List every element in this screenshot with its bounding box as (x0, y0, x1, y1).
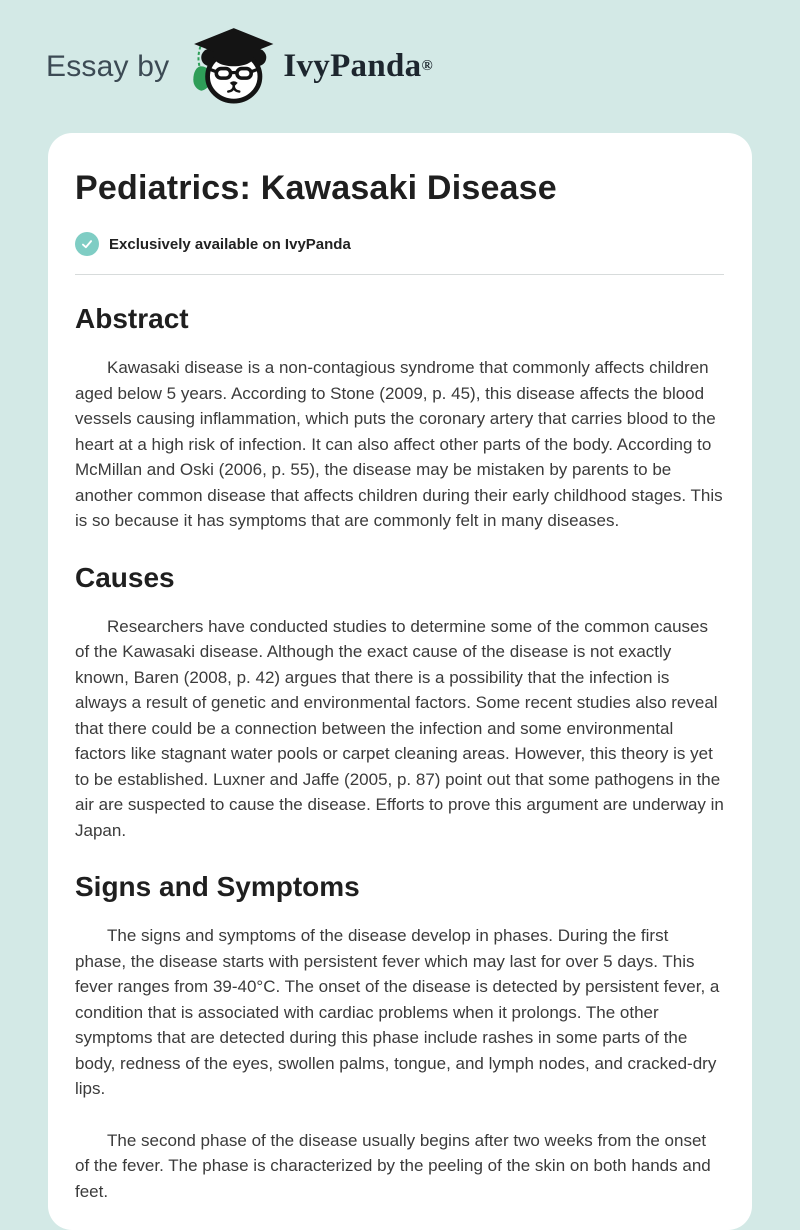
section-abstract (75, 303, 724, 534)
divider (75, 274, 724, 275)
causes-paragraph: Researchers have conducted studies to determine some of the common causes of the Kawasaki disease. Although the exact cause of the disease is not exactly known, Baren (2008, p. 42) argues that there is a possibility that the infection is always a result of genetic and environmental factors. Some recent studies also reveal that there could be a connection between the infection and some environmental factors like stagnant water pools or carpet cleaning areas. However, this theory is yet to be established. Luxner and Jaffe (2005, p. 87) point out that some pathogens in the air are suspected to cause the disease. Efforts to prove this argument are underway in Japan. (75, 616, 724, 840)
brand-name: IvyPanda (283, 48, 422, 84)
signs-symptoms-paragraph-2: The second phase of the disease usually begins after two weeks from the onset of the fever. The phase is characterized by the peeling of the skin on both hands and feet. (75, 1130, 711, 1201)
site-header (0, 0, 800, 133)
check-icon (75, 232, 99, 256)
signs-symptoms-paragraph-1: The signs and symptoms of the disease develop in phases. During the first phase, the disease starts with persistent fever which may last for over 5 days. This fever ranges from 39-40°C. The onset of the disease is detected by persistent fever, a condition that is associated with cardiac problems when it prolongs. The other symptoms that are detected during this phase include rashes in some parts of the body, redness of the eyes, swollen palms, tongue, and lymph nodes, and cracked-dry lips. (75, 926, 720, 1098)
abstract-paragraph: Kawasaki disease is a non-contagious syndrome that commonly affects children aged below 5 years. According to Stone (2009, p. 45), this disease affects the blood vessels causing inflammation, which puts the coronary artery that carries blood to the heart at a high risk of infection. It can also affect other parts of the body. According to McMillan and Oski (2006, p. 55), the disease may be mistaken by parents to be another common disease that affects children during their early childhood stages. This is so because it has symptoms that are commonly felt in many diseases. (75, 358, 723, 530)
section-heading-signs-symptoms: Signs and Symptoms (75, 871, 360, 902)
registered-mark: ® (421, 58, 433, 74)
essay-card (48, 133, 752, 1230)
page-title: Pediatrics: Kawasaki Disease (75, 169, 557, 207)
panda-graduate-icon (183, 26, 275, 108)
exclusive-badge (75, 232, 724, 256)
section-heading-abstract: Abstract (75, 303, 189, 334)
exclusive-badge-label: Exclusively available on IvyPanda (109, 235, 351, 253)
section-causes (75, 562, 724, 844)
section-heading-causes: Causes (75, 561, 175, 593)
section-signs-symptoms (75, 871, 724, 1204)
essay-by-label: Essay by (46, 49, 170, 83)
ivypanda-logo[interactable] (183, 26, 432, 108)
